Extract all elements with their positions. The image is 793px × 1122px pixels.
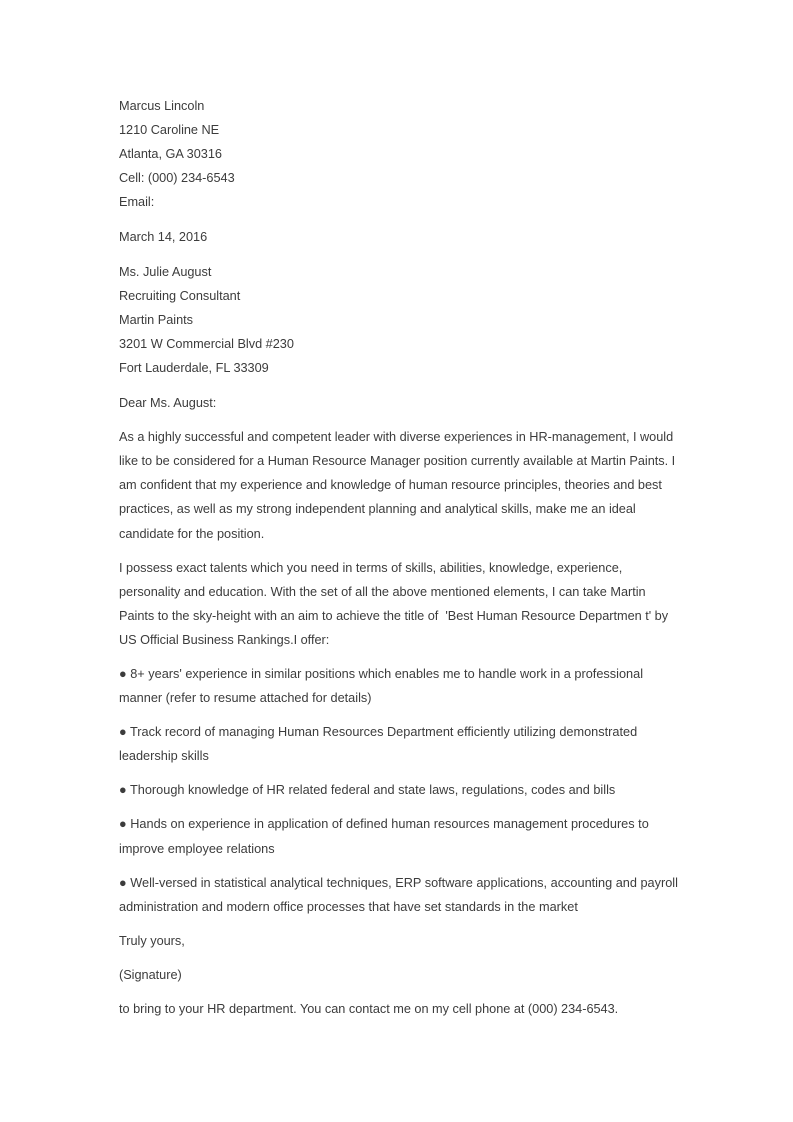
spacer-before-signature <box>119 953 679 963</box>
body-paragraph-1: As a highly successful and competent leader with diverse experiences in HR-management, I would like to be considered for a Human Resource Manager position currently available at Martin Paints. I am confident that my experience and knowledge of human resource principles, theories and best practices, as well as my strong independent planning and analytical skills, make me an ideal candidate for the position. <box>119 429 679 541</box>
sender-street: 1210 Caroline NE <box>119 122 220 138</box>
spacer-between-bullets-3 <box>119 802 679 812</box>
spacer-before-paragraph-2 <box>119 546 679 556</box>
recipient-company: Martin Paints <box>119 311 194 327</box>
recipient-title: Recruiting Consultant <box>119 287 241 303</box>
body-paragraph-2: I possess exact talents which you need in terms of skills, abilities, knowledge, experience, personality and education. With the set of all the above mentioned elements, I can take Martin Paints to the sky-height with an aim to achieve the title of 'Best Human Resource Departmen t' by US Official Business Rankings.I offer: <box>119 559 672 647</box>
spacer-between-bullets-2 <box>119 768 679 778</box>
closing-valediction: Truly yours, <box>119 932 185 948</box>
spacer-before-paragraph-1 <box>119 415 679 426</box>
sender-address-block <box>119 94 679 214</box>
spacer-before-bullets <box>119 652 679 662</box>
list-item: ● Thorough knowledge of HR related federal and state laws, regulations, codes and bills <box>119 782 616 798</box>
list-item: ● Track record of managing Human Resources Department efficiently utilizing demonstrated leadership skills <box>119 724 641 764</box>
list-item: ● Hands on experience in application of defined human resources management procedures to improve employee relations <box>119 816 653 856</box>
spacer-between-bullets-4 <box>119 861 679 871</box>
spacer-before-salutation <box>119 380 679 391</box>
spacer-before-closing <box>119 919 679 929</box>
sender-city-state-zip: Atlanta, GA 30316 <box>119 146 222 162</box>
spacer-before-date <box>119 214 679 225</box>
recipient-address-block <box>119 260 679 380</box>
recipient-street: 3201 W Commercial Blvd #230 <box>119 335 294 351</box>
recipient-city-state-zip: Fort Lauderdale, FL 33309 <box>119 359 269 375</box>
salutation: Dear Ms. August: <box>119 394 217 410</box>
sender-email: Email: <box>119 194 155 210</box>
closing-final-line: to bring to your HR department. You can contact me on my cell phone at (000) 234-6543. <box>119 1001 619 1016</box>
list-item: ● 8+ years' experience in similar positions which enables me to handle work in a professional manner (refer to resume attached for details) <box>119 665 647 706</box>
spacer-between-bullets-1 <box>119 710 679 720</box>
recipient-name: Ms. Julie August <box>119 263 212 279</box>
sender-name: Marcus Lincoln <box>119 98 205 113</box>
list-item: ● Well-versed in statistical analytical techniques, ERP software applications, accounting and payroll administration and modern office processes that have set standards in the market <box>119 874 682 914</box>
sender-phone: Cell: (000) 234-6543 <box>119 170 235 186</box>
letter-body <box>119 94 682 1021</box>
spacer-before-recipient <box>119 249 679 260</box>
signature-placeholder: (Signature) <box>119 966 182 982</box>
letter-date: March 14, 2016 <box>119 228 208 244</box>
spacer-before-final-line <box>119 987 679 997</box>
